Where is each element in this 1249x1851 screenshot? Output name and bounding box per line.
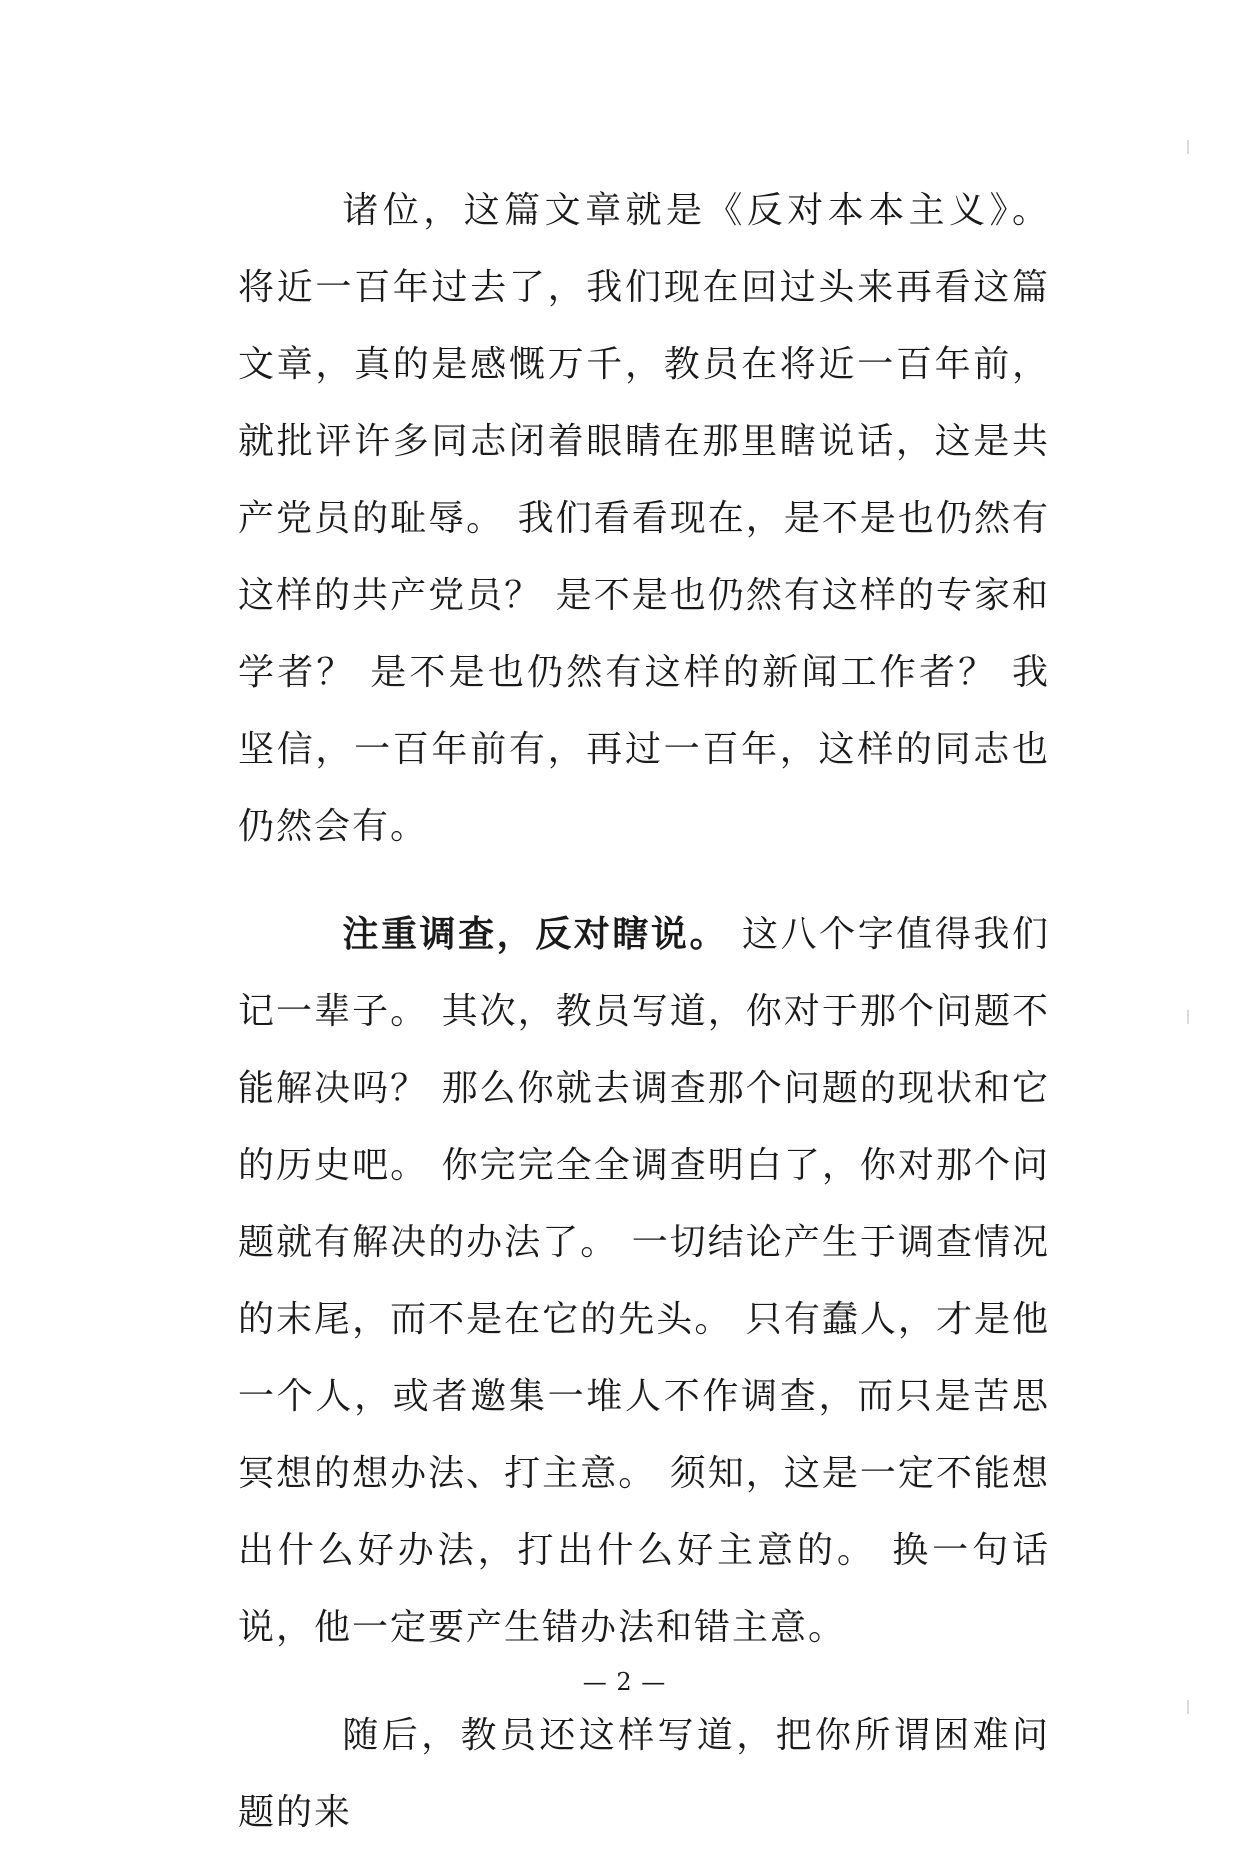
paragraph-3-text: 随后，教员还这样写道，把你所谓困难问题的来 bbox=[238, 1715, 1050, 1833]
paragraph-1 bbox=[238, 172, 1050, 865]
scan-edge-mark bbox=[1187, 1700, 1189, 1714]
paragraph-2-bold-lead: 注重调查，反对瞎说。 bbox=[342, 913, 729, 955]
paragraph-2-text: 这八个字值得我们记一辈子。 其次，教员写道，你对于那个问题不能解决吗？ 那么你就去调查那个问题的现状和它的历史吧。 你完完全全调查明白了，你对那个问题就有解决的办法了。 一切结论产生于调查情况的末尾，而不是在它的先头。 只有蠢人，才是他一个人，或者邀集一堆人不作调查，而只是苦思冥想的想办法、打主意。 须知，这是一定不能想出什么好办法，打出什么好主意的。 换一句话说，他一定要产生错办法和错主意。 bbox=[238, 914, 1050, 1648]
paragraph-1-text: 诸位，这篇文章就是《反对本本主义》。 将近一百年过去了，我们现在回过头来再看这篇文章，真的是感慨万千，教员在将近一百年前，就批评许多同志闭着眼睛在那里瞎说话，这是共产党员的耻辱。 我们看看现在，是不是也仍然有这样的共产党员？ 是不是也仍然有这样的专家和学者？ 是不是也仍然有这样的新闻工作者？ 我坚信，一百年前有，再过一百年，这样的同志也仍然会有。 bbox=[238, 190, 1050, 847]
paragraph-2 bbox=[238, 896, 1050, 1666]
paragraph-3 bbox=[238, 1697, 1050, 1851]
scan-edge-mark bbox=[1187, 140, 1189, 154]
document-body bbox=[238, 172, 1050, 1851]
scan-edge-mark bbox=[1187, 1010, 1189, 1024]
page-number: — 2 — bbox=[582, 1668, 667, 1696]
